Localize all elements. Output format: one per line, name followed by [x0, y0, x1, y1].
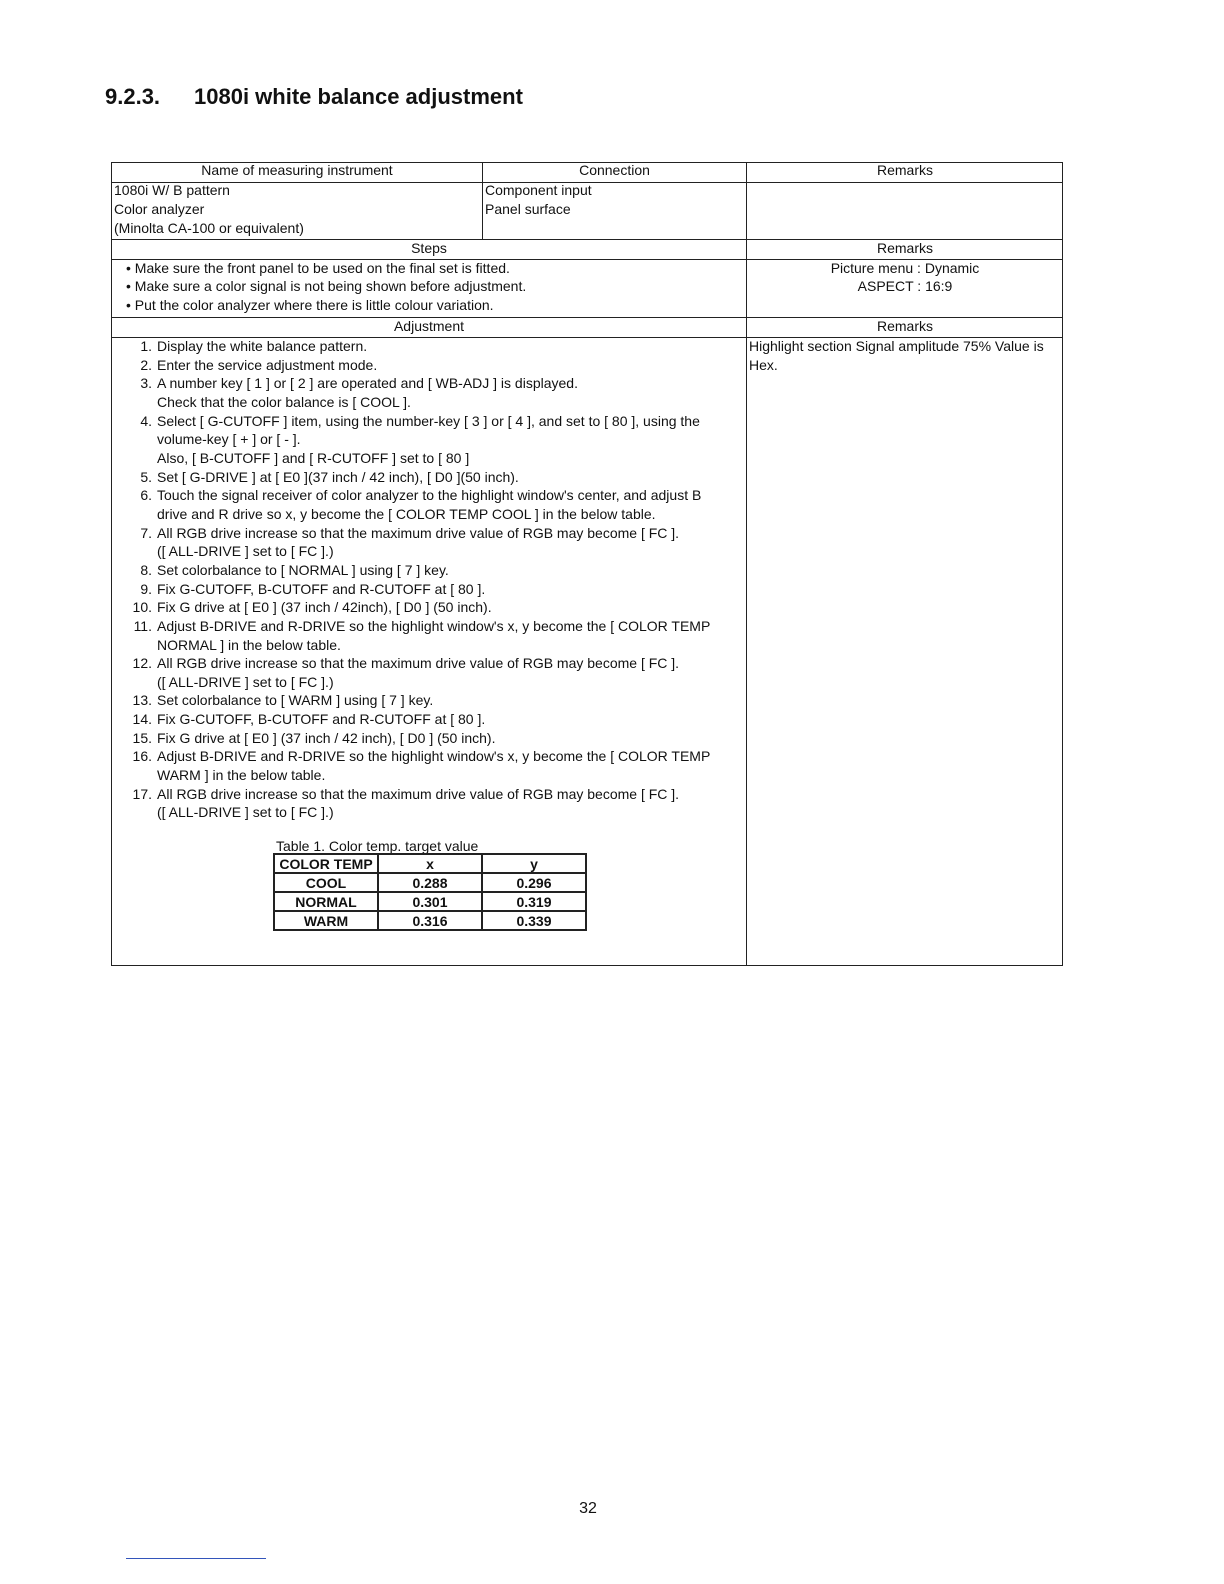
line-text: Touch the signal receiver of color analyzer to the highlight window's center, and adjust B [157, 487, 702, 504]
color-table-caption: Table 1. Color temp. target value [276, 838, 479, 854]
adjustment-line [128, 673, 710, 692]
adjustment-line [128, 785, 710, 804]
connection-value: Component input [485, 182, 592, 198]
table-row [274, 892, 586, 911]
instrument-name: (Minolta CA-100 or equivalent) [114, 220, 304, 236]
adjustment-line [128, 598, 710, 617]
line-text: WARM ] in the below table. [157, 767, 326, 784]
color-temp-table [273, 853, 587, 931]
adjustment-line [128, 561, 710, 580]
line-text: All RGB drive increase so that the maximum drive value of RGB may become [ FC ]. [157, 785, 680, 802]
adjustment-line [128, 542, 710, 561]
color-temp-name: COOL [274, 873, 378, 892]
adjustment-line [128, 412, 710, 431]
line-number: 14. [132, 711, 152, 728]
line-number: 16. [132, 748, 152, 765]
color-table-header: y [482, 854, 586, 873]
line-text: Also, [ B-CUTOFF ] and [ R-CUTOFF ] set to [ 80 ] [157, 449, 470, 466]
adjustment-line [128, 803, 710, 822]
line-text: Set [ G-DRIVE ] at [ E0 ](37 inch / 42 inch), [ D0 ](50 inch). [157, 468, 519, 485]
x-value: 0.316 [378, 911, 482, 930]
steps-remark: ASPECT : 16:9 [857, 278, 953, 294]
step-item: • Put the color analyzer where there is little colour variation. [126, 297, 494, 313]
adjustment-line [128, 374, 710, 393]
adjustment-line [128, 337, 710, 356]
header-connection: Connection [579, 162, 650, 178]
adjustment-line [128, 449, 710, 468]
line-text: ([ ALL-DRIVE ] set to [ FC ].) [157, 543, 334, 560]
color-table-header: x [378, 854, 482, 873]
y-value: 0.339 [482, 911, 586, 930]
color-temp-name: NORMAL [274, 892, 378, 911]
adjustment-steps [128, 337, 710, 822]
line-number: 12. [132, 655, 152, 672]
line-text: All RGB drive increase so that the maximum drive value of RGB may become [ FC ]. [157, 524, 680, 541]
adjustment-line [128, 524, 710, 543]
line-text: Enter the service adjustment mode. [157, 356, 378, 373]
table-row [274, 911, 586, 930]
line-text: ([ ALL-DRIVE ] set to [ FC ].) [157, 673, 334, 690]
line-text: Set colorbalance to [ WARM ] using [ 7 ] key. [157, 692, 434, 709]
line-text: A number key [ 1 ] or [ 2 ] are operated and [ WB-ADJ ] is displayed. [157, 375, 578, 392]
line-number: 1. [140, 338, 152, 354]
line-number: 6. [140, 487, 152, 504]
line-text: Check that the color balance is [ COOL ]. [157, 393, 411, 410]
adjustment-line [128, 766, 710, 785]
line-number: 7. [140, 524, 152, 541]
line-number: 4. [140, 412, 152, 429]
line-number: 9. [140, 580, 152, 597]
line-text: Fix G-CUTOFF, B-CUTOFF and R-CUTOFF at [ 80 ]. [157, 711, 486, 728]
line-number: 3. [140, 375, 152, 392]
line-number: 2. [140, 356, 152, 373]
line-number: 8. [140, 561, 152, 578]
line-text: volume-key [ + ] or [ - ]. [157, 431, 301, 448]
step-item: • Make sure the front panel to be used on the final set is fitted. [126, 260, 510, 276]
connection-value: Panel surface [485, 201, 571, 217]
instrument-name: Color analyzer [114, 201, 205, 217]
adjustment-line [128, 430, 710, 449]
color-temp-name: WARM [274, 911, 378, 930]
line-text: Adjust B-DRIVE and R-DRIVE so the highlight window's x, y become the [ COLOR TEMP [157, 617, 711, 634]
adjustment-line [128, 729, 710, 748]
adjustment-line [128, 654, 710, 673]
adjustment-line [128, 468, 710, 487]
line-number: 5. [140, 468, 152, 485]
y-value: 0.319 [482, 892, 586, 911]
adjustment-line [128, 580, 710, 599]
instrument-name: 1080i W/ B pattern [114, 182, 230, 198]
adjustment-line [128, 636, 710, 655]
line-text: Display the white balance pattern. [157, 338, 368, 354]
header-adjustment: Adjustment [393, 318, 465, 334]
header-adjustment-remarks: Remarks [876, 318, 933, 334]
adjustment-line [128, 505, 710, 524]
header-steps-remarks: Remarks [876, 240, 933, 256]
line-number: 10. [132, 599, 152, 616]
section-number: 9.2.3. [105, 84, 161, 109]
line-text: NORMAL ] in the below table. [157, 636, 341, 653]
header-instrument: Name of measuring instrument [201, 162, 393, 178]
adjustment-line [128, 691, 710, 710]
line-text: Fix G drive at [ E0 ] (37 inch / 42inch), [ D0 ] (50 inch). [157, 599, 492, 616]
x-value: 0.301 [378, 892, 482, 911]
adjustment-line [128, 617, 710, 636]
line-text: Adjust B-DRIVE and R-DRIVE so the highlight window's x, y become the [ COLOR TEMP [157, 748, 711, 765]
footer-rule [126, 1558, 266, 1559]
line-text: drive and R drive so x, y become the [ COLOR TEMP COOL ] in the below table. [157, 505, 656, 522]
step-item: • Make sure a color signal is not being shown before adjustment. [126, 278, 527, 294]
line-number: 11. [133, 617, 152, 634]
table-row [274, 873, 586, 892]
header-steps: Steps [411, 240, 447, 256]
color-table-header: COLOR TEMP [274, 854, 378, 873]
adjustment-line [128, 393, 710, 412]
steps-remark: Picture menu : Dynamic [830, 260, 980, 276]
page-number: 32 [579, 1500, 597, 1517]
line-number: 17. [132, 785, 152, 802]
line-text: Set colorbalance to [ NORMAL ] using [ 7 ] key. [157, 561, 449, 578]
adjustment-remark: Highlight section Signal amplitude 75% Value is Hex. [749, 338, 1044, 373]
adjustment-line [128, 356, 710, 375]
line-number: 15. [132, 729, 152, 746]
line-text: Fix G-CUTOFF, B-CUTOFF and R-CUTOFF at [ 80 ]. [157, 580, 486, 597]
line-text: Fix G drive at [ E0 ] (37 inch / 42 inch), [ D0 ] (50 inch). [157, 729, 496, 746]
section-heading [105, 84, 523, 110]
adjustment-line [128, 747, 710, 766]
line-text: Select [ G-CUTOFF ] item, using the number-key [ 3 ] or [ 4 ], and set to [ 80 ], using the [157, 412, 700, 429]
header-remarks: Remarks [876, 162, 933, 178]
x-value: 0.288 [378, 873, 482, 892]
adjustment-line [128, 710, 710, 729]
line-text: ([ ALL-DRIVE ] set to [ FC ].) [157, 804, 334, 821]
section-title: 1080i white balance adjustment [194, 84, 523, 109]
line-text: All RGB drive increase so that the maximum drive value of RGB may become [ FC ]. [157, 655, 680, 672]
line-number: 13. [132, 692, 152, 709]
adjustment-line [128, 486, 710, 505]
y-value: 0.296 [482, 873, 586, 892]
